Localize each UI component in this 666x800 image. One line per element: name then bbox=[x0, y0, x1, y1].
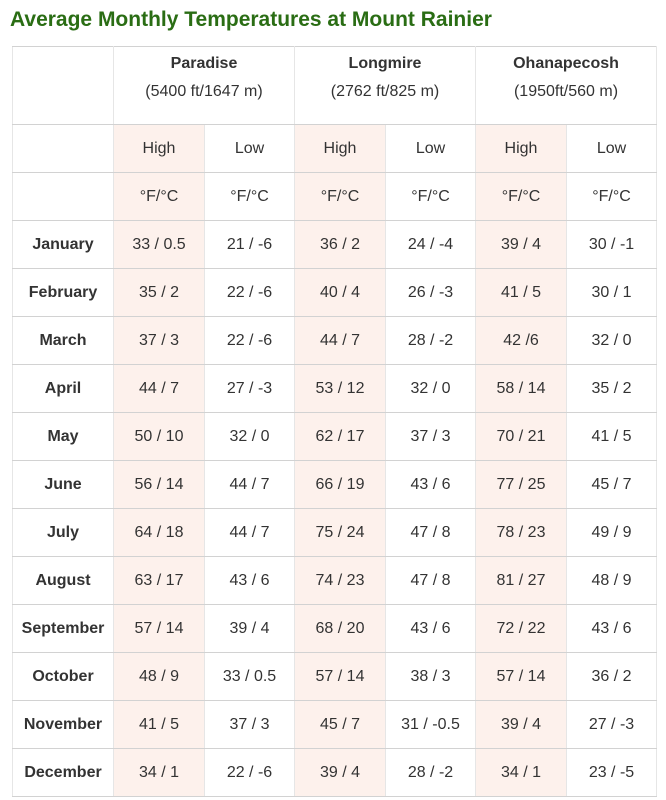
temp-cell: 41 / 5 bbox=[114, 701, 205, 749]
month-label: November bbox=[13, 701, 114, 749]
unit-header: °F/°C bbox=[295, 173, 386, 221]
month-label: December bbox=[13, 749, 114, 797]
month-label: August bbox=[13, 557, 114, 605]
location-elevation: (5400 ft/1647 m) bbox=[145, 83, 263, 100]
temp-cell: 45 / 7 bbox=[567, 461, 657, 509]
temp-cell: 75 / 24 bbox=[295, 509, 386, 557]
temp-cell: 37 / 3 bbox=[386, 413, 476, 461]
temp-cell: 44 / 7 bbox=[295, 317, 386, 365]
month-label: March bbox=[13, 317, 114, 365]
temp-cell: 32 / 0 bbox=[386, 365, 476, 413]
temp-cell: 48 / 9 bbox=[114, 653, 205, 701]
temp-cell: 43 / 6 bbox=[205, 557, 295, 605]
temp-cell: 77 / 25 bbox=[476, 461, 567, 509]
temp-cell: 36 / 2 bbox=[567, 653, 657, 701]
unit-header: °F/°C bbox=[205, 173, 295, 221]
temp-cell: 34 / 1 bbox=[476, 749, 567, 797]
temp-cell: 63 / 17 bbox=[114, 557, 205, 605]
temp-cell: 38 / 3 bbox=[386, 653, 476, 701]
low-header: Low bbox=[205, 125, 295, 173]
units-header-row bbox=[13, 173, 657, 221]
month-label: April bbox=[13, 365, 114, 413]
temp-cell: 31 / -0.5 bbox=[386, 701, 476, 749]
high-header: High bbox=[114, 125, 205, 173]
location-header-longmire bbox=[295, 47, 476, 125]
temp-cell: 81 / 27 bbox=[476, 557, 567, 605]
temp-cell: 53 / 12 bbox=[295, 365, 386, 413]
location-elevation: (1950ft/560 m) bbox=[513, 83, 619, 100]
page-title: Average Monthly Temperatures at Mount Rainier bbox=[10, 8, 492, 31]
location-elevation: (2762 ft/825 m) bbox=[330, 83, 440, 100]
temp-cell: 43 / 6 bbox=[386, 605, 476, 653]
month-label: May bbox=[13, 413, 114, 461]
table-row bbox=[13, 557, 657, 605]
temp-cell: 42 /6 bbox=[476, 317, 567, 365]
high-header: High bbox=[476, 125, 567, 173]
temp-cell: 43 / 6 bbox=[386, 461, 476, 509]
temp-cell: 22 / -6 bbox=[205, 317, 295, 365]
table-row bbox=[13, 413, 657, 461]
temp-cell: 57 / 14 bbox=[114, 605, 205, 653]
table-row bbox=[13, 749, 657, 797]
temp-cell: 43 / 6 bbox=[567, 605, 657, 653]
temp-cell: 44 / 7 bbox=[114, 365, 205, 413]
location-header-row bbox=[13, 47, 657, 125]
temp-cell: 48 / 9 bbox=[567, 557, 657, 605]
temp-cell: 30 / 1 bbox=[567, 269, 657, 317]
table-row bbox=[13, 605, 657, 653]
temp-cell: 39 / 4 bbox=[205, 605, 295, 653]
temp-cell: 34 / 1 bbox=[114, 749, 205, 797]
temp-cell: 37 / 3 bbox=[114, 317, 205, 365]
location-name: Ohanapecosh bbox=[513, 55, 619, 72]
month-label: July bbox=[13, 509, 114, 557]
table-row bbox=[13, 269, 657, 317]
temp-cell: 64 / 18 bbox=[114, 509, 205, 557]
temp-cell: 28 / -2 bbox=[386, 317, 476, 365]
temperature-table bbox=[12, 46, 657, 797]
temp-cell: 78 / 23 bbox=[476, 509, 567, 557]
temp-cell: 32 / 0 bbox=[567, 317, 657, 365]
table-row bbox=[13, 365, 657, 413]
temp-cell: 68 / 20 bbox=[295, 605, 386, 653]
temp-cell: 28 / -2 bbox=[386, 749, 476, 797]
month-label: September bbox=[13, 605, 114, 653]
high-header: High bbox=[295, 125, 386, 173]
temp-cell: 47 / 8 bbox=[386, 557, 476, 605]
unit-header: °F/°C bbox=[114, 173, 205, 221]
low-header: Low bbox=[567, 125, 657, 173]
temp-cell: 35 / 2 bbox=[567, 365, 657, 413]
temp-cell: 33 / 0.5 bbox=[114, 221, 205, 269]
table-row bbox=[13, 221, 657, 269]
table-row bbox=[13, 509, 657, 557]
temp-cell: 41 / 5 bbox=[476, 269, 567, 317]
location-header-paradise bbox=[114, 47, 295, 125]
temp-cell: 41 / 5 bbox=[567, 413, 657, 461]
temp-cell: 56 / 14 bbox=[114, 461, 205, 509]
table-row bbox=[13, 653, 657, 701]
month-label: June bbox=[13, 461, 114, 509]
temp-cell: 22 / -6 bbox=[205, 749, 295, 797]
table-row bbox=[13, 317, 657, 365]
month-label: October bbox=[13, 653, 114, 701]
high-low-header-row bbox=[13, 125, 657, 173]
temp-cell: 27 / -3 bbox=[567, 701, 657, 749]
temp-cell: 32 / 0 bbox=[205, 413, 295, 461]
temp-cell: 62 / 17 bbox=[295, 413, 386, 461]
month-label: January bbox=[13, 221, 114, 269]
temp-cell: 49 / 9 bbox=[567, 509, 657, 557]
temp-cell: 44 / 7 bbox=[205, 509, 295, 557]
temp-cell: 70 / 21 bbox=[476, 413, 567, 461]
temp-cell: 72 / 22 bbox=[476, 605, 567, 653]
unit-header: °F/°C bbox=[386, 173, 476, 221]
temp-cell: 57 / 14 bbox=[476, 653, 567, 701]
location-name: Longmire bbox=[348, 55, 422, 72]
temp-cell: 27 / -3 bbox=[205, 365, 295, 413]
temp-cell: 45 / 7 bbox=[295, 701, 386, 749]
temp-cell: 22 / -6 bbox=[205, 269, 295, 317]
temp-cell: 58 / 14 bbox=[476, 365, 567, 413]
temp-cell: 40 / 4 bbox=[295, 269, 386, 317]
location-name: Paradise bbox=[170, 55, 238, 72]
corner-cell bbox=[13, 47, 114, 125]
month-label: February bbox=[13, 269, 114, 317]
temp-cell: 39 / 4 bbox=[295, 749, 386, 797]
temp-cell: 30 / -1 bbox=[567, 221, 657, 269]
empty-cell bbox=[13, 173, 114, 221]
temp-cell: 47 / 8 bbox=[386, 509, 476, 557]
temp-cell: 33 / 0.5 bbox=[205, 653, 295, 701]
unit-header: °F/°C bbox=[567, 173, 657, 221]
temp-cell: 57 / 14 bbox=[295, 653, 386, 701]
table-row bbox=[13, 461, 657, 509]
temp-cell: 35 / 2 bbox=[114, 269, 205, 317]
location-header-ohanapecosh bbox=[476, 47, 657, 125]
temp-cell: 39 / 4 bbox=[476, 221, 567, 269]
temp-cell: 21 / -6 bbox=[205, 221, 295, 269]
temp-cell: 36 / 2 bbox=[295, 221, 386, 269]
temp-cell: 24 / -4 bbox=[386, 221, 476, 269]
temp-cell: 26 / -3 bbox=[386, 269, 476, 317]
low-header: Low bbox=[386, 125, 476, 173]
temp-cell: 39 / 4 bbox=[476, 701, 567, 749]
temp-cell: 74 / 23 bbox=[295, 557, 386, 605]
temp-cell: 37 / 3 bbox=[205, 701, 295, 749]
unit-header: °F/°C bbox=[476, 173, 567, 221]
empty-cell bbox=[13, 125, 114, 173]
temp-cell: 66 / 19 bbox=[295, 461, 386, 509]
temp-cell: 23 / -5 bbox=[567, 749, 657, 797]
temp-cell: 44 / 7 bbox=[205, 461, 295, 509]
table-row bbox=[13, 701, 657, 749]
temp-cell: 50 / 10 bbox=[114, 413, 205, 461]
